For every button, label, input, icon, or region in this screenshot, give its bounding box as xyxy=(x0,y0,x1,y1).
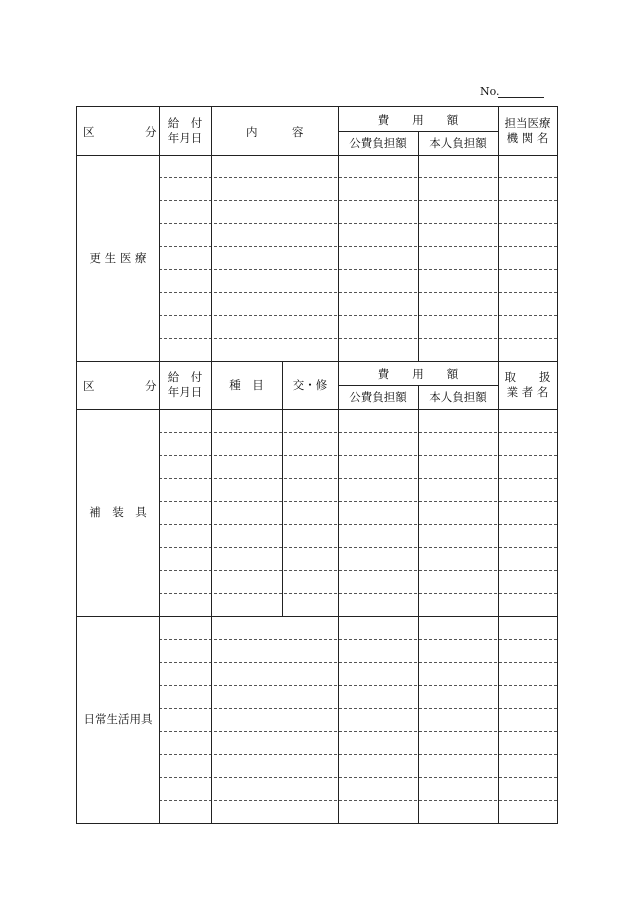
header1-tanto-line2: 機 関 名 xyxy=(506,131,549,145)
header2-toriatsukai-line1: 取 扱 xyxy=(504,370,551,384)
header2-hiyo: 費 用 額 xyxy=(377,366,459,381)
column-divider xyxy=(498,107,499,823)
header2-kyufu-line1: 給 付 xyxy=(167,370,203,384)
header1-kyufu-line1: 給 付 xyxy=(167,116,203,130)
header2-kofu: 公費負担額 xyxy=(349,390,407,404)
header2-koshu: 交・修 xyxy=(292,377,328,392)
header1-kofu: 公費負担額 xyxy=(349,136,407,150)
header2-kubun-right: 分 xyxy=(145,379,157,393)
header1-kubun-right: 分 xyxy=(145,125,157,139)
record-table xyxy=(76,106,558,824)
column-divider xyxy=(418,131,419,361)
header1-kubun-left: 区 xyxy=(83,125,95,139)
number-label: No. xyxy=(480,85,500,98)
header2-toriatsukai-line2: 業 者 名 xyxy=(506,385,549,399)
header1-naiyo-right: 容 xyxy=(292,125,304,139)
header1-kyufu-line2: 年月日 xyxy=(167,131,203,145)
column-divider xyxy=(211,107,212,823)
header1-tanto xyxy=(498,109,557,153)
header2-kyufu-date xyxy=(159,363,211,407)
header2-honnin: 本人負担額 xyxy=(429,390,487,404)
header1-naiyo-left: 内 xyxy=(246,125,258,139)
header2-toriatsukai xyxy=(498,363,557,407)
section-kosei-iryo-label: 更 生 医 療 xyxy=(89,250,147,265)
number-field[interactable] xyxy=(498,97,544,98)
header1-hiyo: 費 用 額 xyxy=(377,112,459,127)
header2-shumoku: 種 目 xyxy=(229,377,264,392)
section-hosogu-label: 補 装 具 xyxy=(89,505,147,519)
column-divider xyxy=(282,361,283,616)
header2-kyufu-line2: 年月日 xyxy=(167,385,203,399)
column-divider xyxy=(418,385,419,823)
column-divider xyxy=(338,107,339,823)
header2-kubun-left: 区 xyxy=(83,379,95,393)
column-divider xyxy=(159,107,160,823)
header1-tanto-line1: 担当医療 xyxy=(504,116,551,130)
header1-honnin: 本人負担額 xyxy=(429,136,487,150)
header1-kyufu-date xyxy=(159,109,211,153)
section-nichijo-label: 日常生活用具 xyxy=(83,712,153,726)
